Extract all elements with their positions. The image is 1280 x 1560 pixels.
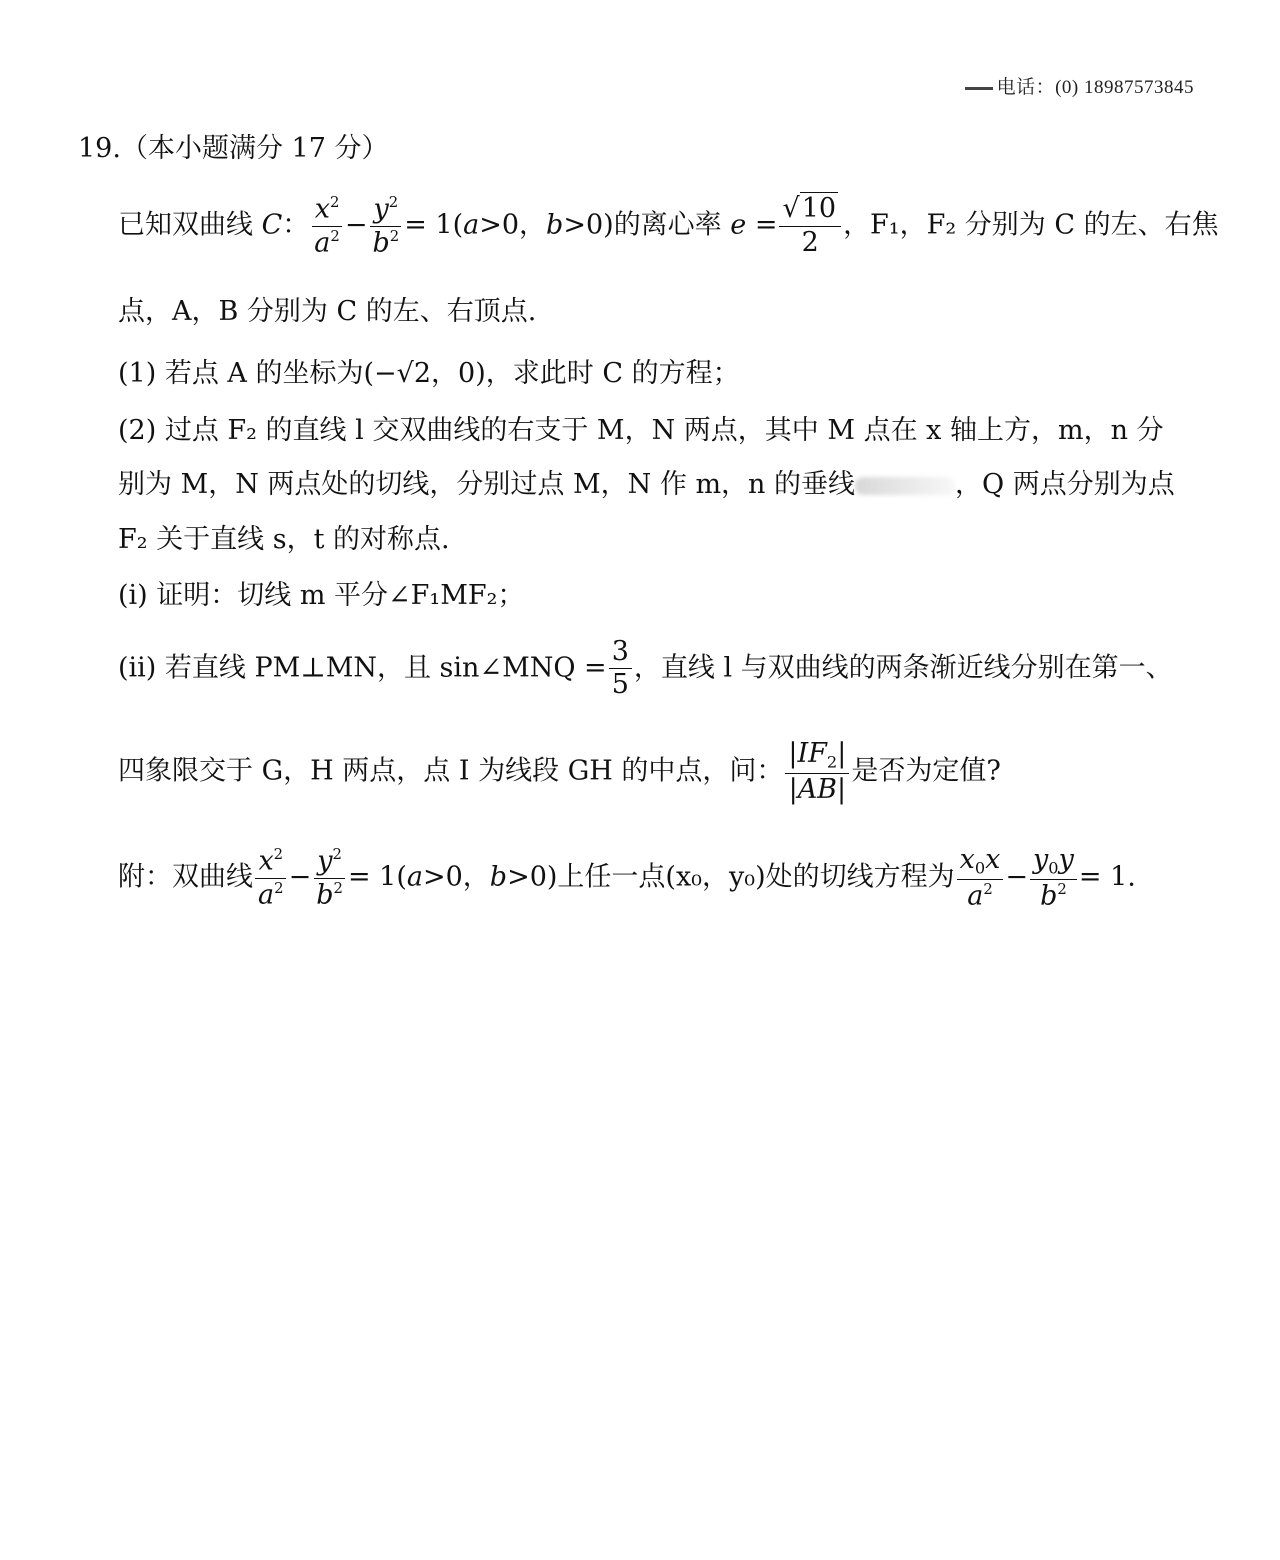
problem-title <box>78 133 1210 165</box>
eccentricity-fraction: $\frac{√10}{2}$ <box>779 195 841 257</box>
part-i: (i) 证明：切线 m 平分∠F₁MF₂； <box>118 580 525 611</box>
part-ii-line-2: 四象限交于 G，H 两点，点 I 为线段 GH 的中点，问： $\frac{|IF_2|}{|AB|}$ 是否为定值? <box>118 738 1001 805</box>
three-fifths: $\frac{3}{5}$ <box>609 638 632 700</box>
part-2-line-2: 别为 M，N 两点处的切线，分别过点 M，N 作 m，n 的垂线 ，Q 两点分别为点 <box>118 469 1175 500</box>
phone-number: 电话：(0) 18987573845 <box>965 72 1194 99</box>
part-1: (1) 若点 A 的坐标为(−√2，0)，求此时 C 的方程； <box>118 358 740 389</box>
tangent-term-x: $\frac{x_0x}{a^2}$ <box>957 846 1004 910</box>
blurred-region <box>855 477 955 495</box>
ratio-fraction: $\frac{|IF_2|}{|AB|}$ <box>785 740 849 804</box>
part-2-line-1: (2) 过点 F₂ 的直线 l 交双曲线的右支于 M，N 两点，其中 M 点在 x 轴上方，m，n 分 <box>118 415 1164 446</box>
part-2-line-3: F₂ 关于直线 s，t 的对称点. <box>118 524 450 555</box>
problem-score: （本小题满分 17 分） <box>120 133 389 164</box>
intro-line-2: 点，A，B 分别为 C 的左、右顶点. <box>118 296 537 327</box>
appendix: 附：双曲线 $\frac{x^2}{a^2}$ − $\frac{y^2}{b^2}$ = 1(a>0，b>0)上任一点(x₀，y₀)处的切线方程为 $\frac{x_0x}{a^2}$ − $\frac{y_0y}{b^2}$ = 1. <box>118 844 1136 912</box>
intro-line-1: 已知双曲线 C： $\frac{x^2}{a^2}$ − $\frac{y^2}{b^2}$ = 1(a>0，b>0)的离心率 e = $\frac{√10}{2}$ ，F₁，F₂ 分别为 C 的左、右焦 <box>118 193 1219 259</box>
y2-over-b2: $\frac{y^2}{b^2}$ <box>372 193 400 259</box>
problem-number: 19. <box>78 133 121 164</box>
x2-over-a2: $\frac{x^2}{a^2}$ <box>311 195 343 257</box>
tangent-term-y: $\frac{y_0y}{b^2}$ <box>1030 846 1077 910</box>
smear-mark <box>965 87 993 90</box>
part-ii-line-1: (ii) 若直线 PM⊥MN，且 sin∠MNQ = $\frac{3}{5}$ ，直线 l 与双曲线的两条渐近线分别在第一、 <box>118 636 1173 701</box>
